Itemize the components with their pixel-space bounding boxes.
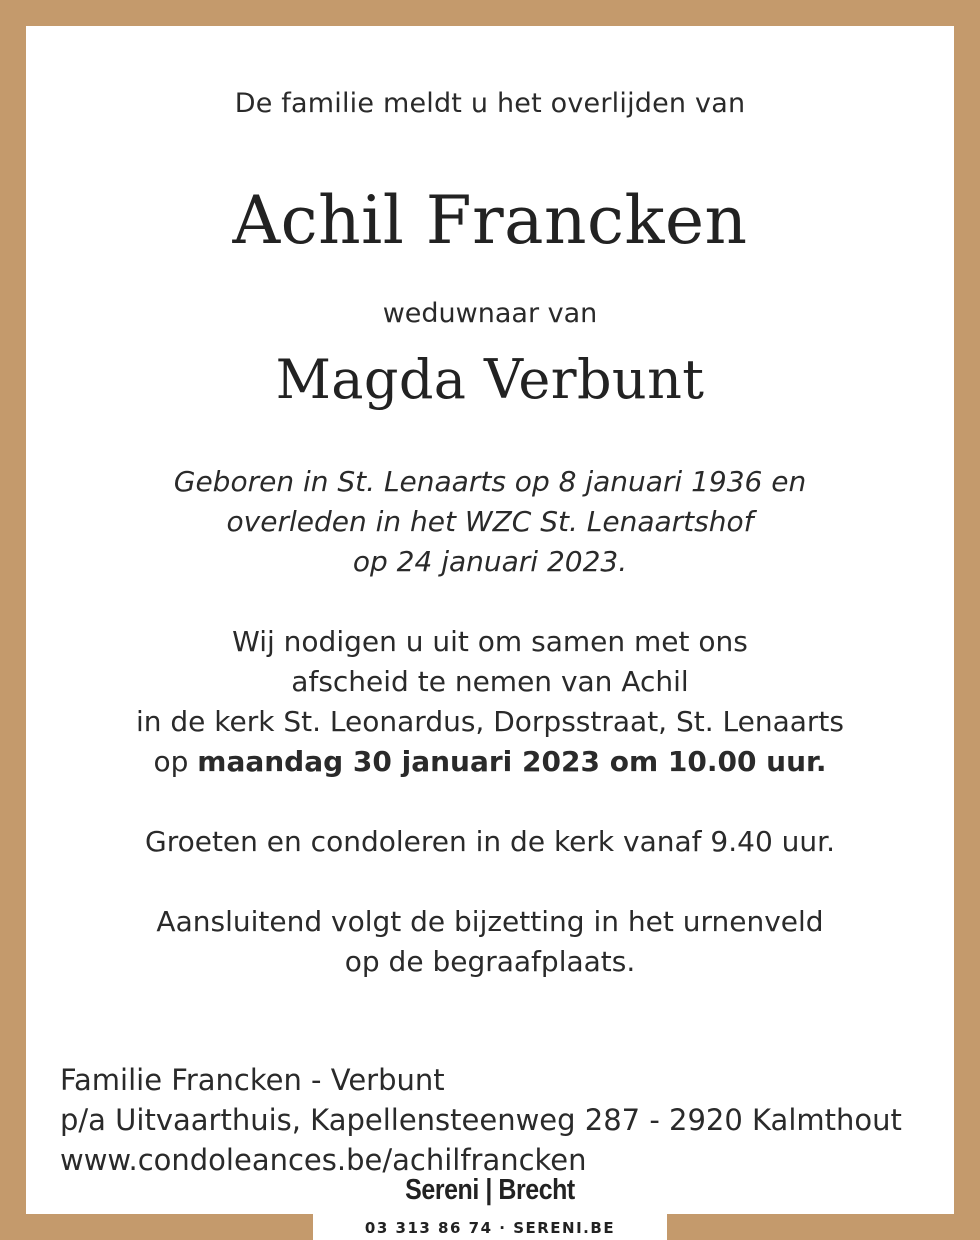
contact-website[interactable]: www.condoleances.be/achilfrancken	[60, 1143, 587, 1177]
invitation-prefix: op	[153, 745, 189, 778]
notice-card	[26, 26, 954, 1214]
invitation-datetime: maandag 30 januari 2023 om 10.00 uur.	[197, 745, 827, 778]
contact-family: Familie Francken - Verbunt	[60, 1063, 445, 1097]
brand-logo: Sereni | Brecht	[405, 1174, 575, 1206]
invitation-line: afscheid te nemen van Achil	[291, 665, 689, 698]
deceased-name: Achil Francken	[232, 182, 748, 259]
condolence-text: Groeten en condoleren in de kerk vanaf 9.40 uur.	[145, 825, 835, 858]
intro-text: De familie meldt u het overlijden van	[234, 88, 746, 119]
burial-line: Aansluitend volgt de bijzetting in het urnenveld	[156, 905, 824, 938]
spouse-name: Magda Verbunt	[275, 348, 705, 411]
life-line: overleden in het WZC St. Lenaartshof	[226, 505, 754, 538]
life-details	[26, 462, 954, 582]
life-line: op 24 januari 2023.	[352, 545, 628, 578]
invitation-date-line	[26, 742, 954, 782]
invitation	[26, 622, 954, 782]
brand-site: SERENI.BE	[513, 1219, 616, 1237]
contact-block	[60, 1060, 902, 1180]
brand-separator: ·	[499, 1219, 507, 1237]
life-line: Geboren in St. Lenaarts op 8 januari 1936 en	[173, 465, 807, 498]
brand-contact	[313, 1219, 667, 1237]
invitation-line: in de kerk St. Leonardus, Dorpsstraat, St. Lenaarts	[135, 705, 844, 738]
brand-phone: 03 313 86 74	[364, 1219, 493, 1237]
relation-text: weduwnaar van	[382, 298, 598, 329]
burial-details	[26, 902, 954, 982]
burial-line: op de begraafplaats.	[344, 945, 636, 978]
invitation-line: Wij nodigen u uit om samen met ons	[232, 625, 748, 658]
contact-address: p/a Uitvaarthuis, Kapellensteenweg 287 - 2920 Kalmthout	[60, 1103, 902, 1137]
